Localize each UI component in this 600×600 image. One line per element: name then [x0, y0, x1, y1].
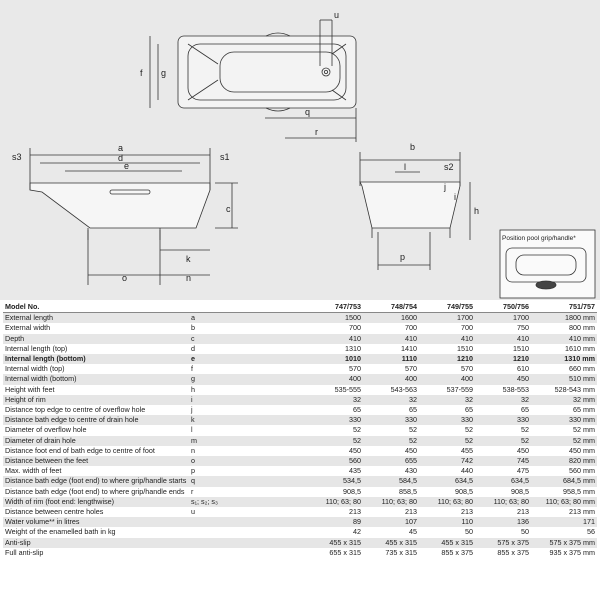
row-symbol: n	[189, 446, 307, 456]
side-view-drawing	[30, 148, 238, 285]
top-label-f: f	[140, 68, 143, 78]
row-value: 800 mm	[531, 323, 597, 333]
row-value: 735 x 315	[363, 548, 419, 558]
row-value: 32	[475, 395, 531, 405]
table-row	[3, 395, 597, 405]
row-value: 450	[475, 374, 531, 384]
row-value: 750	[475, 323, 531, 333]
header-model: 751/757	[531, 302, 597, 313]
top-view-drawing	[150, 20, 356, 142]
row-symbol: o	[189, 456, 307, 466]
row-label: Height with feet	[3, 385, 189, 395]
row-label: Distance bath edge to centre of drain hole	[3, 415, 189, 425]
inset-caption: Position pool grip/handle*	[502, 235, 576, 242]
row-value: 475	[475, 466, 531, 476]
row-value: 745	[475, 456, 531, 466]
row-value: 1210	[419, 354, 475, 364]
row-value: 570	[419, 364, 475, 374]
table-row	[3, 415, 597, 425]
row-symbol: l	[189, 425, 307, 435]
row-symbol: f	[189, 364, 307, 374]
row-value: 935 x 375 mm	[531, 548, 597, 558]
top-label-q: q	[305, 107, 311, 117]
row-value: 52	[419, 436, 475, 446]
row-value: 410	[475, 334, 531, 344]
row-label: Distance between the feet	[3, 456, 189, 466]
row-value: 32	[363, 395, 419, 405]
row-value: 1410	[363, 344, 419, 354]
table-row	[3, 385, 597, 395]
row-value: 820 mm	[531, 456, 597, 466]
row-value: 855 x 375	[419, 548, 475, 558]
side-label-d: d	[118, 153, 124, 163]
row-symbol: p	[189, 466, 307, 476]
row-value: 455 x 315	[363, 538, 419, 548]
side-label-o: o	[122, 273, 128, 283]
row-value: 330	[419, 415, 475, 425]
row-value: 455 x 315	[307, 538, 363, 548]
end-label-i: i	[454, 192, 456, 202]
row-value: 534,5	[307, 476, 363, 486]
row-value: 660 mm	[531, 364, 597, 374]
row-label: Distance bath edge (foot end) to where grip/handle ends	[3, 487, 189, 497]
row-symbol	[189, 527, 307, 537]
row-value: 89	[307, 517, 363, 527]
row-symbol: s₁; s₂; s₃	[189, 497, 307, 507]
row-value: 110; 63; 80	[419, 497, 475, 507]
row-value: 110; 63; 80	[307, 497, 363, 507]
row-value: 45	[363, 527, 419, 537]
row-value: 110	[419, 517, 475, 527]
end-label-s2: s2	[444, 162, 454, 172]
row-label: Water volume** in litres	[3, 517, 189, 527]
table-row	[3, 497, 597, 507]
table-row	[3, 466, 597, 476]
row-value: 908,5	[475, 487, 531, 497]
row-symbol: a	[189, 313, 307, 324]
row-value: 1310 mm	[531, 354, 597, 364]
row-value: 52	[363, 436, 419, 446]
row-symbol: k	[189, 415, 307, 425]
side-label-s3: s3	[12, 152, 22, 162]
row-value: 570	[307, 364, 363, 374]
row-value: 56	[531, 527, 597, 537]
table-row	[3, 487, 597, 497]
table-row	[3, 374, 597, 384]
row-value: 107	[363, 517, 419, 527]
row-value: 1600	[363, 313, 419, 324]
row-label: Distance between centre holes	[3, 507, 189, 517]
row-value: 171	[531, 517, 597, 527]
row-value: 908,5	[419, 487, 475, 497]
end-label-p: p	[400, 252, 406, 262]
row-value: 52	[475, 436, 531, 446]
row-value: 435	[307, 466, 363, 476]
row-value: 908,5	[307, 487, 363, 497]
row-label: Internal length (top)	[3, 344, 189, 354]
row-label: Depth	[3, 334, 189, 344]
row-value: 455	[419, 446, 475, 456]
row-label: Height of rim	[3, 395, 189, 405]
row-value: 136	[475, 517, 531, 527]
row-value: 1210	[475, 354, 531, 364]
row-value: 450	[363, 446, 419, 456]
row-value: 52	[307, 436, 363, 446]
side-label-k: k	[186, 254, 191, 264]
row-value: 213 mm	[531, 507, 597, 517]
row-symbol	[189, 517, 307, 527]
header-symbol	[189, 302, 307, 313]
row-label: Distance top edge to centre of overflow hole	[3, 405, 189, 415]
row-value: 528-543 mm	[531, 385, 597, 395]
row-value: 1800 mm	[531, 313, 597, 324]
row-value: 1510	[475, 344, 531, 354]
row-value: 1310	[307, 344, 363, 354]
table-row	[3, 334, 597, 344]
table-row	[3, 425, 597, 435]
row-value: 450	[475, 446, 531, 456]
row-value: 213	[363, 507, 419, 517]
table-row	[3, 313, 597, 324]
side-label-e: e	[124, 161, 130, 171]
row-value: 700	[419, 323, 475, 333]
row-symbol: b	[189, 323, 307, 333]
header-model: 750/756	[475, 302, 531, 313]
row-value: 400	[307, 374, 363, 384]
spec-table-body	[3, 313, 597, 558]
row-value: 450	[307, 446, 363, 456]
row-value: 1700	[419, 313, 475, 324]
row-value: 213	[475, 507, 531, 517]
row-value: 410	[307, 334, 363, 344]
row-symbol: d	[189, 344, 307, 354]
row-symbol: e	[189, 354, 307, 364]
row-value: 52	[307, 425, 363, 435]
spec-table	[3, 302, 597, 558]
row-value: 330 mm	[531, 415, 597, 425]
row-value: 50	[419, 527, 475, 537]
row-value: 52 mm	[531, 425, 597, 435]
row-value: 330	[363, 415, 419, 425]
row-value: 655 x 315	[307, 548, 363, 558]
row-value: 742	[419, 456, 475, 466]
row-value: 400	[363, 374, 419, 384]
row-value: 537-559	[419, 385, 475, 395]
row-value: 430	[363, 466, 419, 476]
row-label: Width of rim (foot end: lengthwise)	[3, 497, 189, 507]
table-row	[3, 456, 597, 466]
header-model: 747/753	[307, 302, 363, 313]
side-label-c: c	[226, 204, 231, 214]
row-value: 1700	[475, 313, 531, 324]
row-value: 52 mm	[531, 436, 597, 446]
row-symbol: c	[189, 334, 307, 344]
table-row	[3, 476, 597, 486]
table-header-row	[3, 302, 597, 313]
row-value: 65 mm	[531, 405, 597, 415]
table-row	[3, 436, 597, 446]
end-label-b: b	[410, 142, 416, 152]
row-value: 410	[419, 334, 475, 344]
row-value: 634,5	[475, 476, 531, 486]
row-symbol: q	[189, 476, 307, 486]
row-label: Internal width (top)	[3, 364, 189, 374]
row-value: 575 x 375 mm	[531, 538, 597, 548]
row-label: Diameter of drain hole	[3, 436, 189, 446]
row-value: 700	[307, 323, 363, 333]
row-value: 330	[307, 415, 363, 425]
row-value: 560 mm	[531, 466, 597, 476]
row-value: 1610 mm	[531, 344, 597, 354]
table-row	[3, 364, 597, 374]
table-row	[3, 344, 597, 354]
row-value: 410 mm	[531, 334, 597, 344]
row-value: 700	[363, 323, 419, 333]
table-row	[3, 405, 597, 415]
row-value: 440	[419, 466, 475, 476]
row-label: Distance foot end of bath edge to centre of foot	[3, 446, 189, 456]
row-value: 330	[475, 415, 531, 425]
row-value: 65	[363, 405, 419, 415]
row-value: 1510	[419, 344, 475, 354]
row-value: 575 x 375	[475, 538, 531, 548]
end-label-j: j	[444, 182, 446, 192]
top-label-g: g	[161, 68, 167, 78]
row-label: Diameter of overflow hole	[3, 425, 189, 435]
row-value: 410	[363, 334, 419, 344]
row-value: 1110	[363, 354, 419, 364]
top-label-u: u	[334, 10, 340, 20]
header-model: 748/754	[363, 302, 419, 313]
row-value: 50	[475, 527, 531, 537]
row-value: 110; 63; 80	[475, 497, 531, 507]
row-label: Max. width of feet	[3, 466, 189, 476]
row-value: 42	[307, 527, 363, 537]
row-label: External width	[3, 323, 189, 333]
row-label: Internal length (bottom)	[3, 354, 189, 364]
table-row	[3, 323, 597, 333]
row-value: 535-555	[307, 385, 363, 395]
row-value: 655	[363, 456, 419, 466]
row-value: 1500	[307, 313, 363, 324]
row-value: 213	[419, 507, 475, 517]
side-label-s1: s1	[220, 152, 230, 162]
row-value: 610	[475, 364, 531, 374]
row-value: 455 x 315	[419, 538, 475, 548]
row-symbol: h	[189, 385, 307, 395]
row-label: Weight of the enamelled bath in kg	[3, 527, 189, 537]
row-label: External length	[3, 313, 189, 324]
row-value: 32	[419, 395, 475, 405]
table-row	[3, 548, 597, 558]
row-value: 65	[307, 405, 363, 415]
row-symbol: u	[189, 507, 307, 517]
header-model: 749/755	[419, 302, 475, 313]
side-label-n: n	[186, 273, 192, 283]
row-value: 855 x 375	[475, 548, 531, 558]
row-value: 634,5	[419, 476, 475, 486]
row-symbol: i	[189, 395, 307, 405]
row-symbol	[189, 548, 307, 558]
table-row	[3, 354, 597, 364]
row-value: 858,5	[363, 487, 419, 497]
row-value: 65	[475, 405, 531, 415]
row-value: 32	[307, 395, 363, 405]
row-symbol: r	[189, 487, 307, 497]
row-value: 400	[419, 374, 475, 384]
end-label-l: l	[404, 162, 406, 172]
row-value: 52	[419, 425, 475, 435]
row-value: 510 mm	[531, 374, 597, 384]
table-row	[3, 446, 597, 456]
row-value: 213	[307, 507, 363, 517]
row-value: 52	[363, 425, 419, 435]
side-label-a: a	[118, 143, 124, 153]
row-symbol: g	[189, 374, 307, 384]
row-value: 110; 63; 80 mm	[531, 497, 597, 507]
row-symbol: j	[189, 405, 307, 415]
row-value: 584,5	[363, 476, 419, 486]
table-row	[3, 527, 597, 537]
table-row	[3, 507, 597, 517]
row-value: 570	[363, 364, 419, 374]
row-label: Anti-slip	[3, 538, 189, 548]
row-symbol	[189, 538, 307, 548]
row-label: Internal width (bottom)	[3, 374, 189, 384]
row-value: 32 mm	[531, 395, 597, 405]
row-symbol: m	[189, 436, 307, 446]
table-row	[3, 517, 597, 527]
row-label: Distance bath edge (foot end) to where grip/handle starts	[3, 476, 189, 486]
row-value: 52	[475, 425, 531, 435]
row-value: 1010	[307, 354, 363, 364]
row-value: 958,5 mm	[531, 487, 597, 497]
row-value: 65	[419, 405, 475, 415]
row-value: 110; 63; 80	[363, 497, 419, 507]
end-label-h: h	[474, 206, 480, 216]
row-value: 684,5 mm	[531, 476, 597, 486]
row-value: 560	[307, 456, 363, 466]
row-label: Full anti-slip	[3, 548, 189, 558]
table-row	[3, 538, 597, 548]
row-value: 543-563	[363, 385, 419, 395]
row-value: 538-553	[475, 385, 531, 395]
row-value: 450 mm	[531, 446, 597, 456]
header-model-no: Model No.	[3, 302, 189, 313]
top-label-r: r	[315, 127, 318, 137]
